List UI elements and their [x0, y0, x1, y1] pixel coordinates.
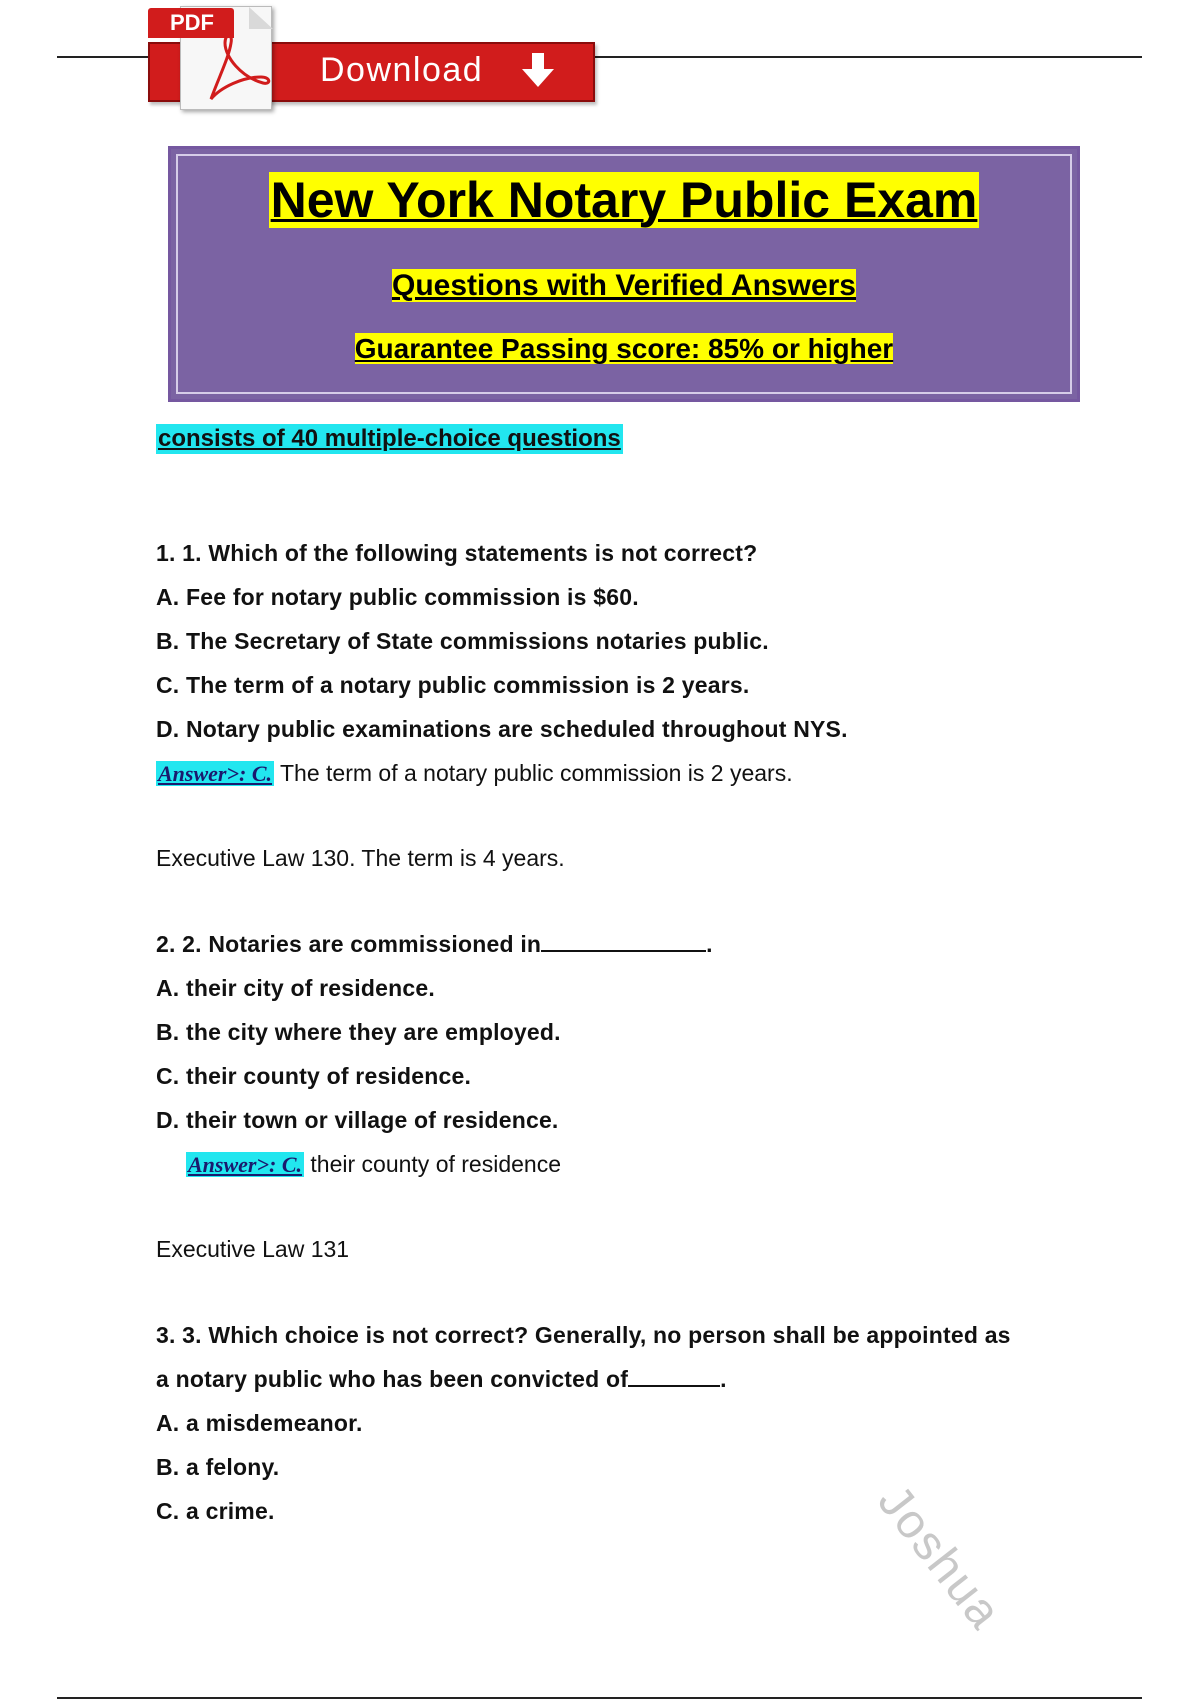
question-1-option-b: B. The Secretary of State commissions notaries public. — [156, 628, 769, 654]
question-2-prompt-period: . — [706, 931, 713, 957]
page-title — [171, 171, 1077, 229]
top-rule-left — [57, 56, 152, 58]
question-1-option-c: C. The term of a notary public commission is 2 years. — [156, 672, 750, 698]
question-3-prompt-line-1: 3. 3. Which choice is not correct? Generally, no person shall be appointed as — [156, 1322, 1011, 1348]
question-3-prompt-text: a notary public who has been convicted of — [156, 1366, 629, 1392]
question-1-explanation: Executive Law 130. The term is 4 years. — [156, 845, 565, 871]
bottom-rule — [57, 1697, 1142, 1699]
guarantee-text: Guarantee Passing score: 85% or higher — [354, 333, 894, 364]
download-label: Download — [320, 51, 484, 89]
question-2-explanation: Executive Law 131 — [156, 1236, 350, 1262]
question-2-option-b: B. the city where they are employed. — [156, 1019, 561, 1045]
question-3-option-a: A. a misdemeanor. — [156, 1410, 363, 1436]
fill-in-blank — [628, 1385, 720, 1387]
question-2-answer — [186, 1151, 561, 1178]
question-1-option-d: D. Notary public examinations are scheduled throughout NYS. — [156, 716, 848, 742]
question-2-prompt-text: 2. 2. Notaries are commissioned in — [156, 931, 542, 957]
question-2-option-d: D. their town or village of residence. — [156, 1107, 559, 1133]
intro-note: consists of 40 multiple-choice questions — [158, 425, 621, 452]
question-1-option-a: A. Fee for notary public commission is $60. — [156, 584, 639, 610]
pdf-file-icon[interactable] — [148, 6, 268, 110]
answer-tag: Answer>: C. — [188, 1152, 303, 1177]
title-banner — [168, 146, 1080, 402]
question-2-option-a: A. their city of residence. — [156, 975, 435, 1001]
top-rule-right — [595, 56, 1142, 58]
question-1-answer — [156, 760, 793, 787]
question-3-option-c: C. a crime. — [156, 1498, 275, 1524]
page-title-text: New York Notary Public Exam — [270, 172, 978, 228]
guarantee-line — [171, 333, 1077, 365]
answer-text: The term of a notary public commission is 2 years. — [280, 760, 793, 786]
subtitle — [171, 269, 1077, 303]
fill-in-blank — [541, 950, 706, 952]
question-2-option-c: C. their county of residence. — [156, 1063, 472, 1089]
download-arrow-icon — [522, 53, 554, 94]
question-3-prompt-period: . — [720, 1366, 727, 1392]
question-1-prompt: 1. 1. Which of the following statements is not correct? — [156, 540, 758, 566]
watermark: Joshua — [867, 1475, 1012, 1640]
question-3-option-b: B. a felony. — [156, 1454, 280, 1480]
answer-tag: Answer>: C. — [158, 761, 273, 786]
answer-text: their county of residence — [310, 1151, 561, 1177]
question-2-prompt — [156, 931, 713, 958]
pdf-label: PDF — [148, 8, 234, 38]
subtitle-text: Questions with Verified Answers — [391, 269, 856, 302]
question-3-prompt-line-2 — [156, 1366, 727, 1393]
